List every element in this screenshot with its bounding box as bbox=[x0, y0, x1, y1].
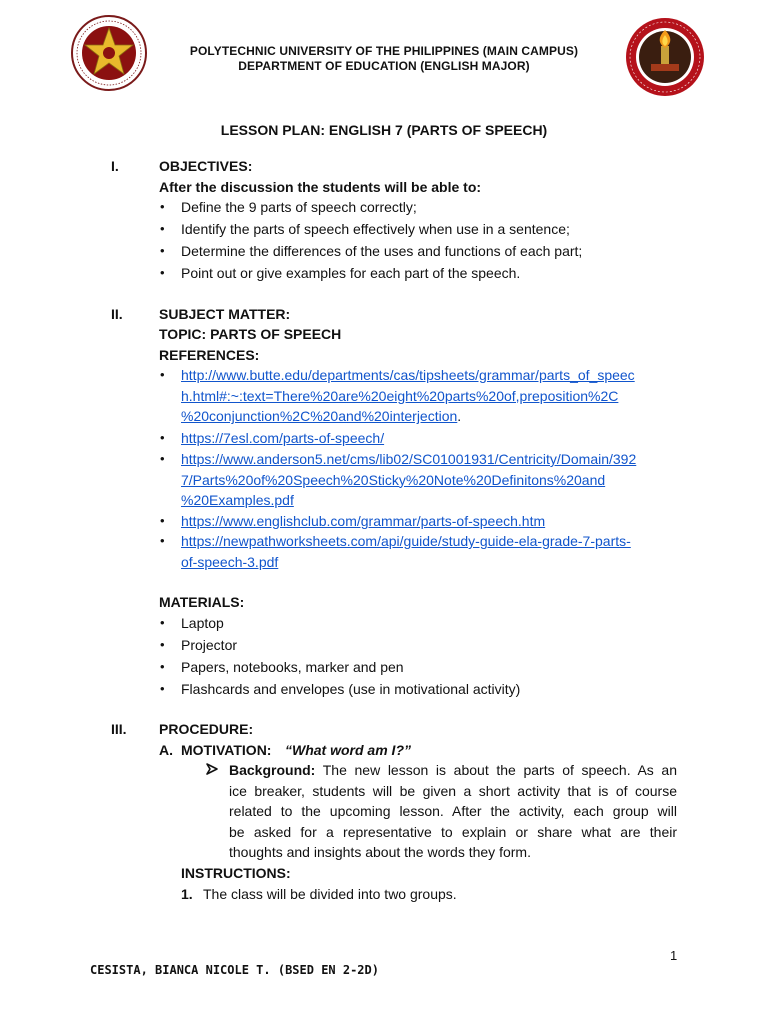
bullet-icon: • bbox=[160, 637, 165, 652]
bullet-icon: • bbox=[160, 199, 165, 214]
reference-link[interactable] bbox=[181, 511, 681, 532]
material-item: Laptop bbox=[181, 615, 224, 631]
motivation-letter: A. bbox=[159, 742, 173, 758]
objective-item: Identify the parts of speech effectively when use in a sentence; bbox=[181, 221, 570, 237]
references-heading: REFERENCES: bbox=[159, 347, 260, 363]
motivation-label: MOTIVATION: bbox=[181, 742, 272, 758]
background-line-first bbox=[229, 760, 677, 781]
bullet-icon: • bbox=[160, 430, 165, 445]
section-numeral-objectives: I. bbox=[111, 158, 119, 174]
reference-link-line[interactable]: http://www.butte.edu/departments/cas/tipsheets/grammar/parts_of_speec bbox=[181, 367, 635, 383]
bullet-icon: • bbox=[160, 451, 165, 466]
bullet-icon: • bbox=[160, 367, 165, 382]
reference-link-line[interactable]: https://7esl.com/parts-of-speech/ bbox=[181, 430, 385, 446]
reference-link-line[interactable] bbox=[181, 406, 681, 427]
reference-link[interactable] bbox=[181, 365, 681, 427]
university-name: POLYTECHNIC UNIVERSITY OF THE PHILIPPINES (MAIN CAMPUS) bbox=[189, 44, 579, 58]
background-line: thoughts and insights about the words they form. bbox=[229, 844, 531, 861]
reference-link-text[interactable]: %20conjunction%2C%20and%20interjection bbox=[181, 408, 458, 424]
reference-link-line[interactable]: h.html#:~:text=There%20are%20eight%20parts%20of,preposition%2C bbox=[181, 387, 619, 404]
arrow-bullet-icon bbox=[205, 762, 219, 779]
reference-link[interactable] bbox=[181, 428, 681, 449]
material-item: Papers, notebooks, marker and pen bbox=[181, 659, 404, 675]
procedure-heading: PROCEDURE: bbox=[159, 721, 254, 737]
reference-link-line[interactable]: https://www.anderson5.net/cms/lib02/SC01001931/Centricity/Domain/392 bbox=[181, 451, 637, 467]
reference-link-line[interactable]: of-speech-3.pdf bbox=[181, 553, 279, 570]
material-item: Projector bbox=[181, 637, 238, 653]
motivation-title: “What word am I?” bbox=[285, 742, 411, 758]
background-paragraph bbox=[229, 760, 677, 863]
bullet-icon: • bbox=[160, 533, 165, 548]
reference-link-line[interactable]: %20Examples.pdf bbox=[181, 492, 294, 508]
subject-matter-heading: SUBJECT MATTER: bbox=[159, 306, 291, 322]
reference-link[interactable] bbox=[181, 449, 681, 511]
department-name: DEPARTMENT OF EDUCATION (ENGLISH MAJOR) bbox=[238, 59, 530, 73]
instructions-heading: INSTRUCTIONS: bbox=[181, 865, 291, 881]
bullet-icon: • bbox=[160, 659, 165, 674]
bullet-icon: • bbox=[160, 513, 165, 528]
materials-heading: MATERIALS: bbox=[159, 594, 245, 610]
objectives-heading: OBJECTIVES: bbox=[159, 158, 253, 174]
background-line: ice breaker, students will be given a short activity that is of course bbox=[229, 782, 677, 799]
background-label: Background: bbox=[229, 762, 316, 778]
bullet-icon: • bbox=[160, 265, 165, 280]
lesson-plan-title: LESSON PLAN: ENGLISH 7 (PARTS OF SPEECH) bbox=[220, 122, 548, 138]
bullet-icon: • bbox=[160, 243, 165, 258]
topic-line: TOPIC: PARTS OF SPEECH bbox=[159, 326, 342, 342]
reference-link[interactable] bbox=[181, 531, 681, 572]
objective-item: Determine the differences of the uses and functions of each part; bbox=[181, 243, 583, 259]
objective-item: Define the 9 parts of speech correctly; bbox=[181, 199, 417, 215]
reference-link-line[interactable]: https://www.englishclub.com/grammar/parts-of-speech.htm bbox=[181, 513, 546, 529]
bullet-icon: • bbox=[160, 221, 165, 236]
objectives-intro: After the discussion the students will be able to: bbox=[159, 179, 482, 195]
reference-link-line[interactable]: 7/Parts%20of%20Speech%20Sticky%20Note%20Definitons%20and bbox=[181, 471, 606, 488]
reference-link-line[interactable]: https://newpathworksheets.com/api/guide/study-guide-ela-grade-7-parts- bbox=[181, 533, 631, 549]
background-line: related to the upcoming lesson. After the activity, each group will bbox=[229, 803, 677, 820]
background-line: be asked for a representative to explain or share what are their bbox=[229, 823, 677, 840]
material-item: Flashcards and envelopes (use in motivational activity) bbox=[181, 681, 521, 697]
step-text: The class will be divided into two groups. bbox=[203, 886, 457, 902]
footer-author: CESISTA, BIANCA NICOLE T. (BSED EN 2-2D) bbox=[90, 963, 379, 977]
bullet-icon: • bbox=[160, 681, 165, 696]
objective-item: Point out or give examples for each part of the speech. bbox=[181, 265, 521, 281]
bullet-icon: • bbox=[160, 615, 165, 630]
section-numeral-subject-matter: II. bbox=[111, 306, 123, 322]
section-numeral-procedure: III. bbox=[111, 721, 127, 737]
step-number: 1. bbox=[181, 886, 193, 902]
reference-period: . bbox=[457, 408, 462, 424]
page-number: 1 bbox=[670, 948, 678, 963]
background-text: The new lesson is about the parts of speech. As an bbox=[322, 762, 677, 778]
